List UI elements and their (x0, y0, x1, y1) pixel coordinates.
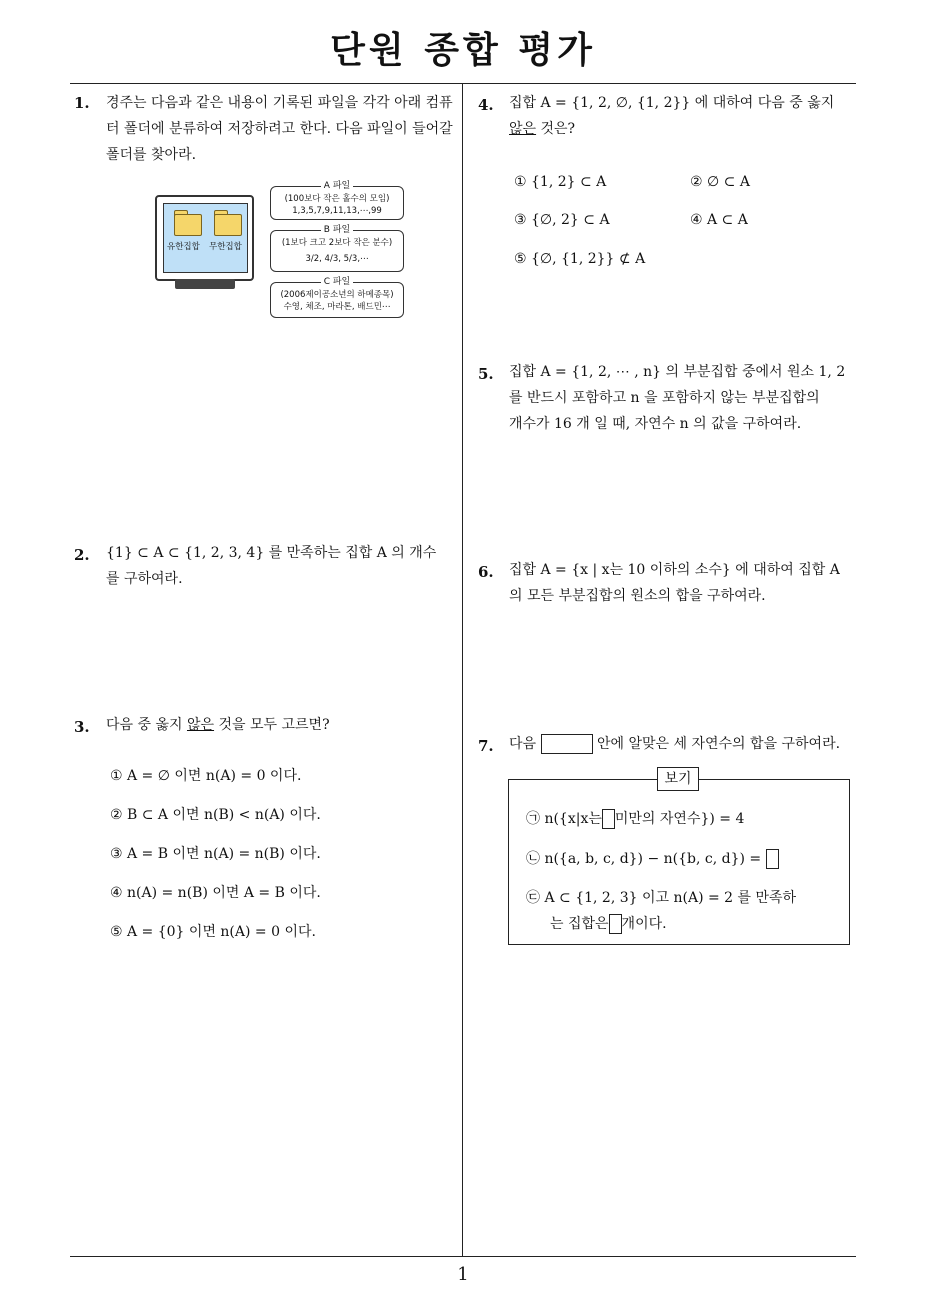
q4-number: 4. (478, 96, 494, 114)
column-divider (462, 84, 463, 1257)
file-c-name: C 파일 (321, 277, 354, 287)
q6-line1: 집합 A = {x | x는 10 이하의 소수} 에 대하여 집합 A (509, 562, 840, 578)
q5-line3: 개수가 16 개 일 때, 자연수 n 의 값을 구하여라. (509, 416, 802, 432)
q4-option-1[interactable]: ① {1, 2} ⊂ A (514, 174, 607, 190)
bogi-item-2: ㉡ n({a, b, c, d}) − n({b, c, d}) = (526, 848, 779, 870)
file-a-name: A 파일 (321, 181, 353, 191)
q3-option-4[interactable]: ④ n(A) = n(B) 이면 A = B 이다. (110, 885, 321, 901)
page-title: 단원 종합 평가 (330, 30, 596, 71)
page-number: 1 (457, 1264, 469, 1285)
file-c-line2: 수영, 체조, 마라톤, 배드민⋯ (283, 302, 391, 312)
blank-box (766, 849, 779, 869)
q2-number: 2. (74, 546, 90, 564)
bogi-item-3: ㉢ A ⊂ {1, 2, 3} 이고 n(A) = 2 를 만족하 (526, 890, 797, 906)
q1-number: 1. (74, 94, 90, 112)
q3-option-3[interactable]: ③ A = B 이면 n(A) = n(B) 이다. (110, 846, 321, 862)
q4-line2: 않은 것은? (509, 121, 576, 137)
q2-line2: 를 구하여라. (106, 571, 183, 587)
q5-number: 5. (478, 365, 494, 383)
blank-box (609, 914, 622, 934)
file-b-line2: 3/2, 4/3, 5/3,⋯ (305, 254, 369, 264)
file-a-line1: (100보다 작은 홀수의 모임) (284, 194, 390, 204)
q3-text: 다음 중 옳지 않은 것을 모두 고르면? (106, 717, 330, 733)
q3-option-2[interactable]: ② B ⊂ A 이면 n(B) < n(A) 이다. (110, 807, 321, 823)
folder-icon (214, 214, 242, 236)
monitor (155, 195, 254, 281)
q4-option-5[interactable]: ⑤ {∅, {1, 2}} ⊄ A (514, 251, 646, 267)
q2-line1: {1} ⊂ A ⊂ {1, 2, 3, 4} 를 만족하는 집합 A 의 개수 (106, 545, 437, 561)
file-c (270, 277, 404, 318)
blank-box (602, 809, 615, 829)
q6-number: 6. (478, 563, 494, 581)
top-rule (70, 83, 856, 84)
q1-text: 경주는 다음과 같은 내용이 기록된 파일을 각각 아래 컴퓨터 폴더에 분류하여 저장하려고 한다. 다음 파일이 들어갈 폴더를 찾아라. (106, 95, 453, 163)
q4-line1: 집합 A = {1, 2, ∅, {1, 2}} 에 대하여 다음 중 옳지 (509, 95, 835, 111)
monitor-screen (163, 203, 248, 273)
bogi-label: 보기 (657, 767, 699, 791)
q7-text: 다음 안에 알맞은 세 자연수의 합을 구하여라. (509, 736, 841, 752)
folder-label-infinite: 무한집합 (209, 242, 242, 252)
q3-number: 3. (74, 718, 90, 736)
folder-icon (174, 214, 202, 236)
q7-number: 7. (478, 737, 494, 755)
q3-option-1[interactable]: ① A = ∅ 이면 n(A) = 0 이다. (110, 768, 302, 784)
folder-label-finite: 유한집합 (167, 242, 200, 252)
q4-option-2[interactable]: ② ∅ ⊂ A (690, 174, 750, 190)
q3-option-5[interactable]: ⑤ A = {0} 이면 n(A) = 0 이다. (110, 924, 316, 940)
file-a-line2: 1,3,5,7,9,11,13,⋯,99 (292, 206, 382, 216)
bogi-item-3-cont: 는 집합은 개이다. (550, 916, 667, 932)
bottom-rule (70, 1256, 856, 1257)
file-a (270, 181, 404, 220)
q5-line1: 집합 A = {1, 2, ⋯ , n} 의 부분집합 중에서 원소 1, 2 (509, 364, 846, 380)
file-b-line1: (1보다 크고 2보다 작은 분수) (281, 238, 393, 248)
file-b (270, 225, 404, 272)
file-b-name: B 파일 (321, 225, 353, 235)
q5-line2: 를 반드시 포함하고 n 을 포함하지 않는 부분집합의 (509, 390, 820, 406)
monitor-stand (175, 279, 235, 289)
q4-option-3[interactable]: ③ {∅, 2} ⊂ A (514, 212, 610, 228)
bogi-item-1: ㉠ n({x|x는 미만의 자연수}) = 4 (526, 811, 745, 827)
q6-line2: 의 모든 부분집합의 원소의 합을 구하여라. (509, 588, 766, 604)
file-c-line1: (2006제이공소년의 하메종목) (280, 290, 394, 300)
answer-blank (541, 734, 593, 754)
q4-option-4[interactable]: ④ A ⊂ A (690, 212, 748, 228)
